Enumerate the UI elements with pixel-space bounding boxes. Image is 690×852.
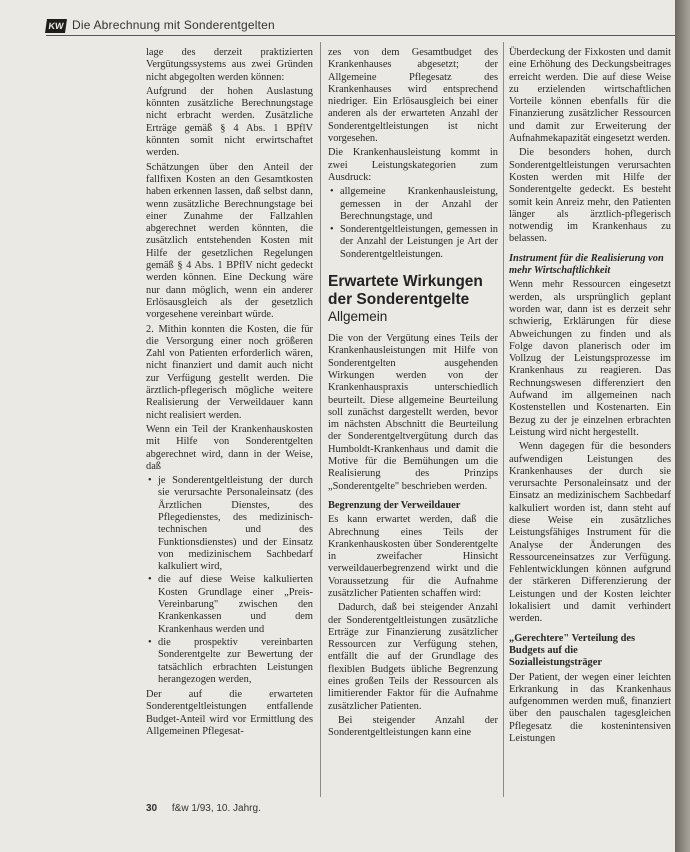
- bullet-list: [146, 475, 313, 686]
- column-rule-1: [320, 42, 321, 797]
- paragraph: Es kann erwartet werden, daß die Abrechnung eines Teils der Krankenhauskosten über Sonderentgelte in zweifacher Hinsicht verweildauerbegrenzend wirkt und die Voraussetzung für die Aufnahme zusätzlicher Patienten schaffen wird:: [328, 514, 498, 599]
- header-rule: [46, 35, 686, 36]
- paragraph: Wenn mehr Ressourcen eingesetzt werden, als ursprünglich geplant worden war, dann ist es derzeit sehr schwierig, Erklärungen für diese Abweichungen zu finden und als Folge davon planerisch oder im Vollzug der Leistungsprozesse im Krankenhaus zu reagieren. Das Rechnungswesen differenziert den Aufwand im allgemeinen nach Kostenstellen und Kostenarten. Ein Bezug zu der je einzelnen erbrachten Leistung wird nicht hergestellt.: [509, 279, 671, 438]
- column-1: [146, 47, 313, 740]
- page-number: 30: [146, 803, 158, 814]
- paragraph: Aufgrund der hohen Auslastung könnten zusätzliche Berechnungstage nicht erbracht werden. Zusätzliche Erträge gemäß § 4 Abs. 1 BPflV könnten somit nicht erwirtschaftet werden.: [146, 85, 313, 159]
- subsection-heading: „Gerechtere" Verteilung des Budgets auf die Sozialleistungsträger: [509, 632, 636, 669]
- list-item: • die prospektiv vereinbarten Sonderentgelte zur Bewertung der tatsächlich erbrachten Leistungen herangezogen werden,: [158, 637, 313, 686]
- page-edge-shadow: [675, 0, 690, 852]
- paragraph: Der auf die erwarteten Sonderentgeltleistungen entfallende Budget-Anteil wird vor Ermittlung des Allgemeinen Pflegesat-: [146, 689, 313, 738]
- subsection-heading: Begrenzung der Verweildauer: [328, 499, 461, 511]
- list-item: • je Sonderentgeltleistung der durch sie verursachte Personaleinsatz (des Ärztlichen Dienstes, des Pflegedienstes, des medizinisch-technischen und des Funktionsdienstes) und der Einsatz von medizinischem Sachbedarf kalkuliert wird,: [158, 475, 313, 573]
- section-subheading: Allgemein: [328, 309, 388, 325]
- journal-reference: f&w 1/93, 10. Jahrg.: [171, 803, 261, 814]
- paragraph: Wenn dagegen für die besonders aufwendigen Leistungen des Krankenhauses der durch sie verursachte Personaleinsatz und der Einsatz an medizinischem Sachbedarf kalkuliert worden ist, dann steht auf diese Weise ein zusätzliches Leistungsfähiges Instrument für die Analyse der Änderungen des Ressourceneinsatzes zur Verfügung. Fehlentwicklungen können aufgrund der stärkeren Differenzierung der Leistungen und der Kosten leichter lokalisiert und damit verhindert werden.: [509, 441, 671, 625]
- running-header: [12, 10, 675, 38]
- paragraph: Die Krankenhausleistung kommt in zwei Leistungskategorien zum Ausdruck:: [328, 147, 498, 183]
- running-title: Die Abrechnung mit Sonderentgelten: [72, 18, 275, 32]
- page-footer: [146, 803, 261, 814]
- column-rule-2: [503, 42, 504, 797]
- paragraph: Bei steigender Anzahl der Sonderentgeltleistungen kann eine: [328, 714, 498, 739]
- paragraph: Wenn ein Teil der Krankenhauskosten mit Hilfe von Sonderentgelten abgerechnet wird, dann in der Weise, daß: [146, 423, 313, 472]
- paragraph: Die von der Vergütung eines Teils der Krankenhausleistungen mit Hilfe von Sonderentgelten ausgehenden Wirkungen werden von der Krankenhauspraxis unterschiedlich beurteilt. Diese allgemeine Beurteilung soll zunächst dargestellt werden, bevor im nächsten Abschnitt die Beurteilung der Sonderentgeltvergütung durch das Humboldt-Krankenhaus und damit die Motive für die Bemühungen um die Realisierung des Prinzips „Sonderentgelte" beschrieben werden.: [328, 333, 498, 492]
- bullet-list: [328, 186, 498, 261]
- column-2: [328, 47, 498, 742]
- list-item: • allgemeine Krankenhausleistung, gemessen in der Anzahl der Berechnungstage, und: [340, 186, 498, 223]
- paragraph: lage des derzeit praktizierten Vergütungssystems aus zwei Gründen nicht abgegolten werden können:: [146, 47, 313, 83]
- paragraph: zes von dem Gesamtbudget des Krankenhauses abgesetzt; der Allgemeine Pflegesatz des Krankenhauses wird entsprechend niedriger. Ein Erlösausgleich bei einer anderen als der erwarteten Anzahl der Sonderentgeltleistungen ist nicht vorgesehen.: [328, 47, 498, 145]
- paragraph: Der Patient, der wegen einer leichten Erkrankung in das Krankenhaus aufgenommen werden muß, finanziert über den pauschalen tagesgleichen Pflegesatz die kostenintensiven Leistungen: [509, 671, 671, 745]
- section-heading: Erwartete Wirkungen der Sonderentgelte: [328, 273, 483, 309]
- list-item: • die auf diese Weise kalkulierten Kosten Grundlage einer „Preis-Vereinbarung" zwischen den Krankenkassen und dem Krankenhaus werden und: [158, 574, 313, 635]
- subsection-heading: Instrument für die Realisierung von mehr Wirtschaftlichkeit: [509, 252, 664, 277]
- numbered-item: 2. Mithin konnten die Kosten, die für die Versorgung einer noch größeren Zahl von Patienten erforderlich wären, nicht finanziert und damit auch nicht zur Verfügung gestellt werden. Die ärztlich-pflegerisch mögliche weitere Realisierung der Verweildauer kann nicht realisiert werden.: [146, 323, 313, 421]
- paragraph: Überdeckung der Fixkosten und damit eine Erhöhung des Deckungsbeitrages erreicht werden. Die auf diese Weise zu erzielenden wirtschaftlichen Vorteile können ebenfalls für die Finanzierung zusätzlicher Ressourcen und damit zur Erweiterung der Aufnahmekapazität eingesetzt werden.: [509, 47, 671, 145]
- paragraph: Die besonders hohen, durch Sonderentgeltleistungen verursachten Kosten werden mit Hilfe der Sonderentgelte gedeckt. Es besteht somit kein Anreiz mehr, den Patienten länger als ärztlich-pflegerisch notwendig im Krankenhaus zu belassen.: [509, 147, 671, 245]
- journal-logo: KW: [45, 19, 67, 33]
- column-3: [509, 47, 671, 747]
- list-item: • Sonderentgeltleistungen, gemessen in der Anzahl der Leistungen je Art der Sonderentgeltleistungen.: [340, 224, 498, 261]
- paragraph: Dadurch, daß bei steigender Anzahl der Sonderentgeltleistungen zusätzliche Erträge zur Finanzierung zusätzlicher Ressourcen zur Verfügung stehen, entfällt die auf der Grundlage des flexiblen Budgets übliche Begrenzung eines großen Teils der Ressourcen als limitierender Faktor für die Aufnahme zusätzlicher Patienten.: [328, 602, 498, 712]
- paragraph: Schätzungen über den Anteil der fallfixen Kosten an den Gesamtkosten haben erkennen lassen, daß selbst dann, wenn zusätzliche Berechnungstage bei einer Zunahme der Fallzahlen abgerechnet werden könnten, die zusätzlich entstehenden Kosten mit Hilfe der gesetzlichen Regelungen gemäß § 4 Abs. 1 BPflV nicht gedeckt werden können. Eine Deckung wäre nur dann möglich, wenn ein anderer Erlösausgleich als der gesetzlich vorgesehene vereinbart würde.: [146, 161, 313, 321]
